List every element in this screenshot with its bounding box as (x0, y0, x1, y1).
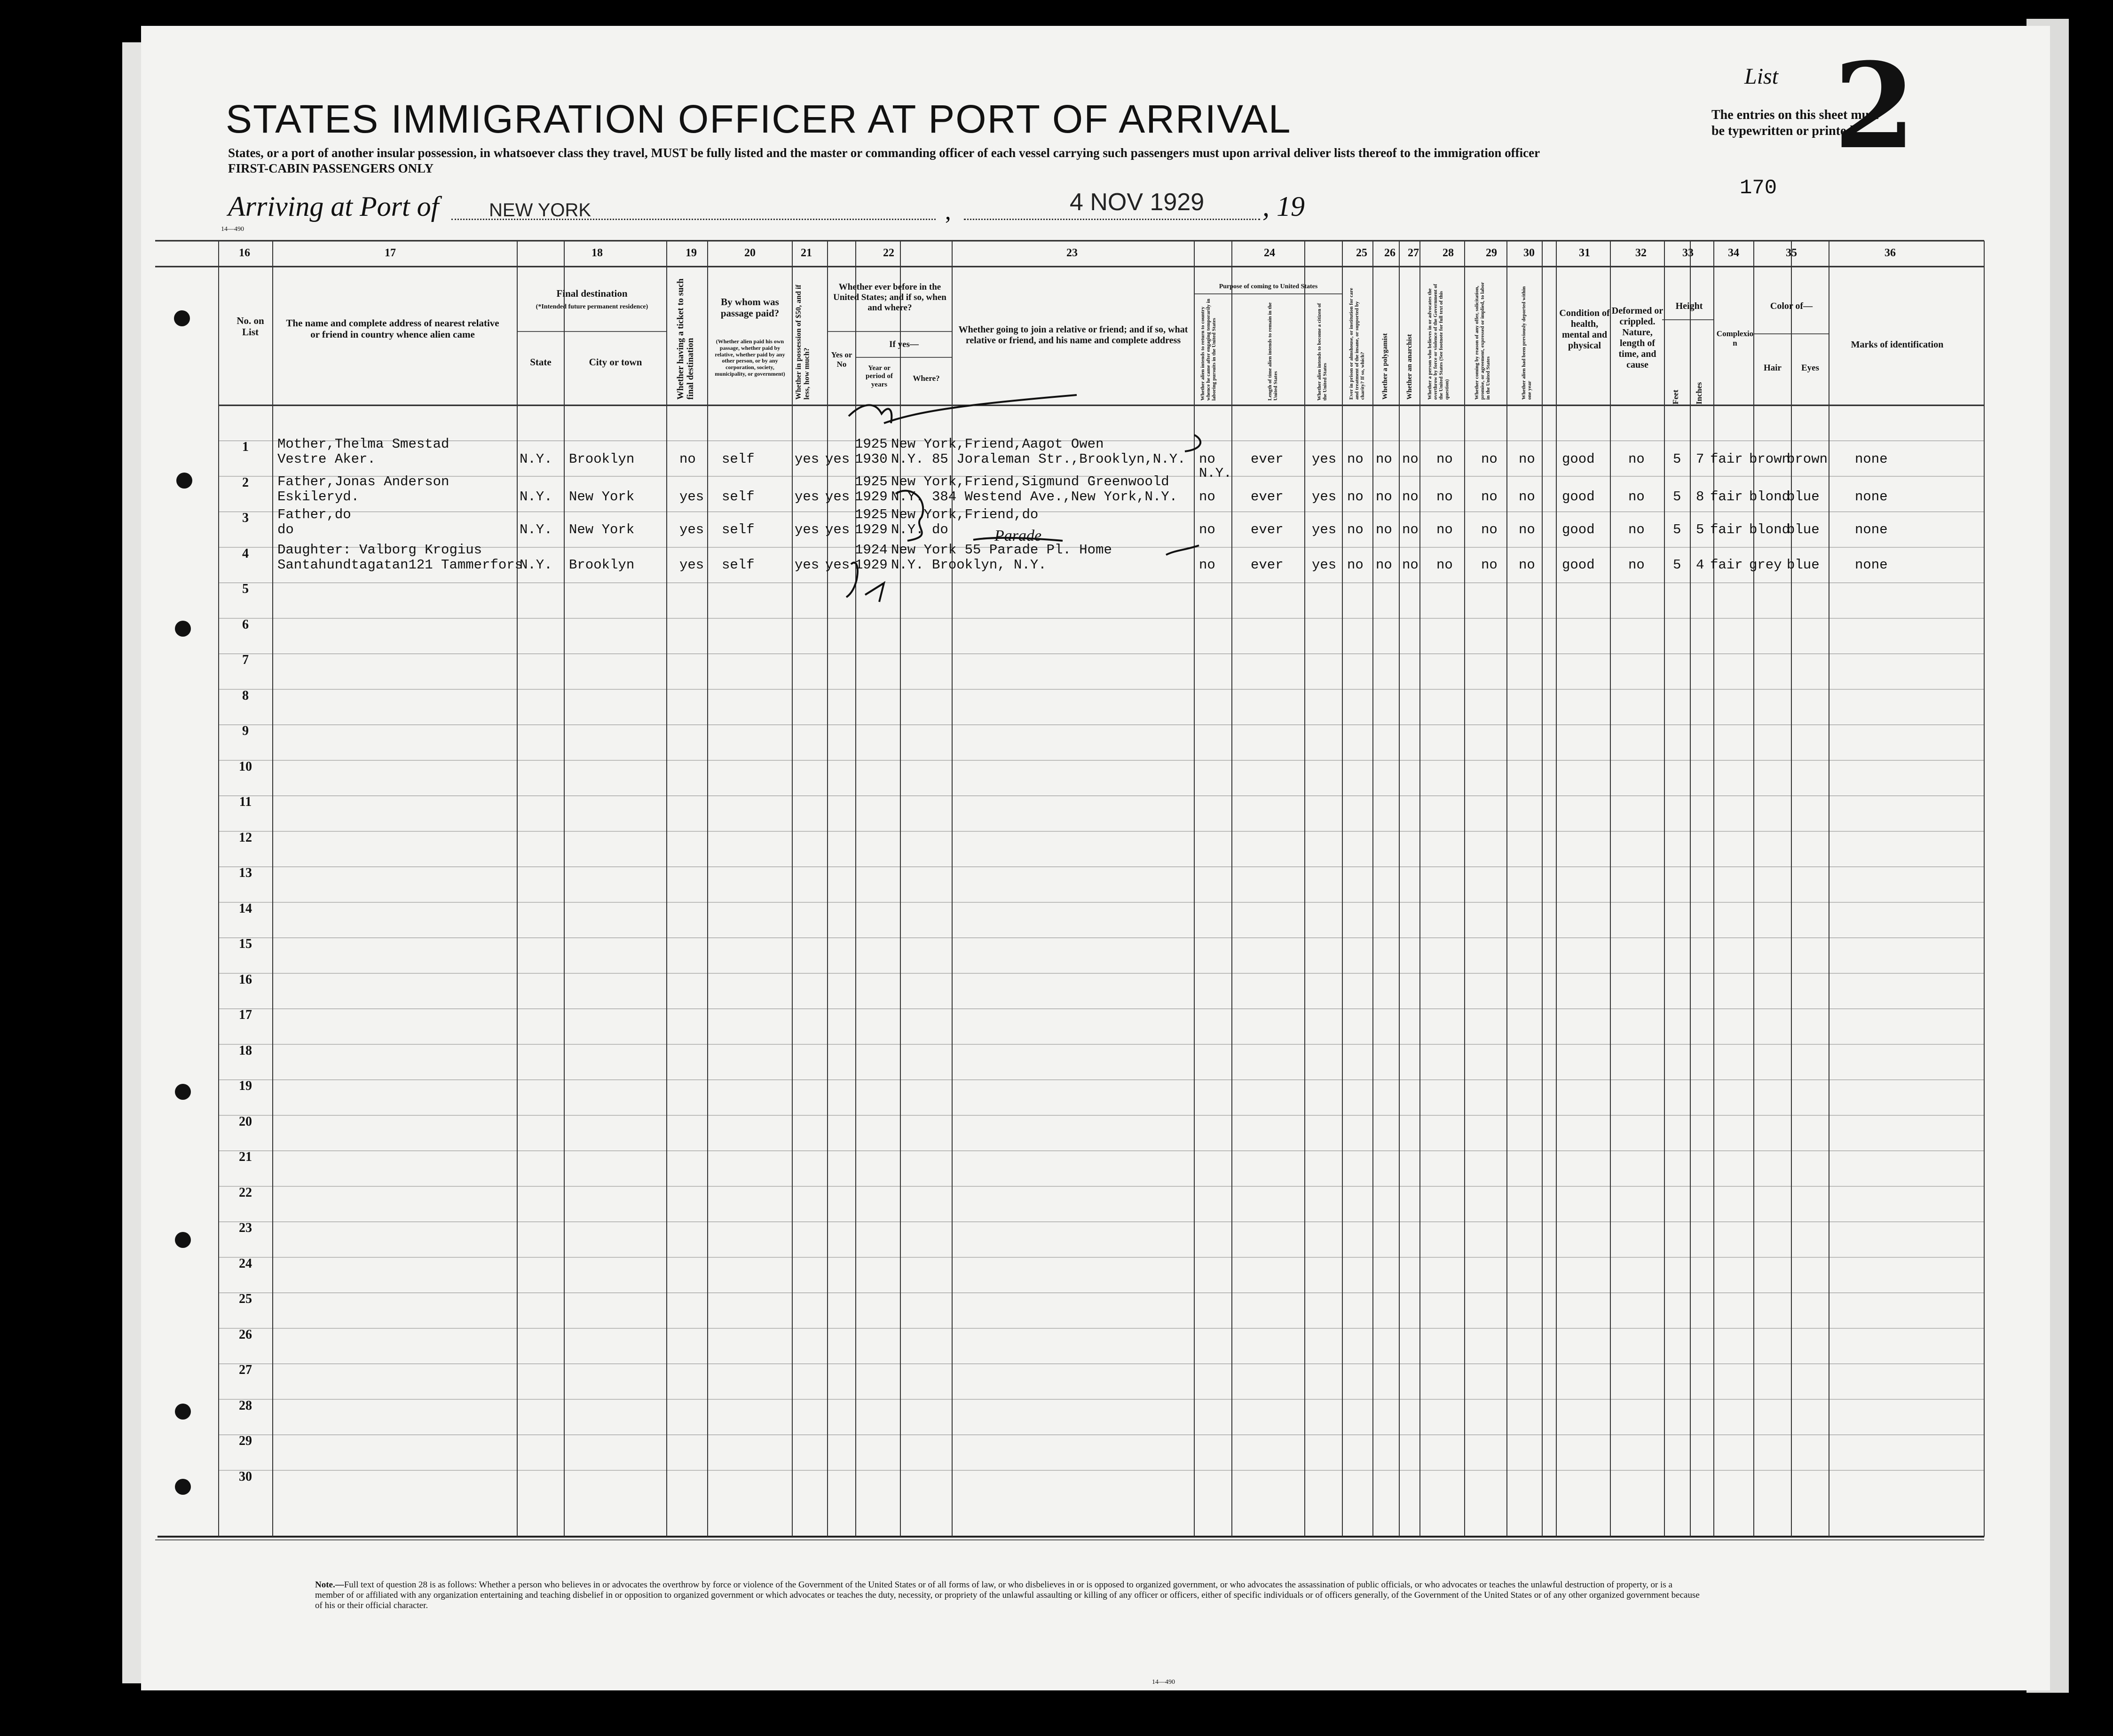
sheet-number: 170 (1740, 176, 1777, 200)
header-year-period: Year or period of years (866, 364, 893, 388)
entry-eyes: blue (1787, 557, 1820, 573)
column-number: 16 (239, 247, 250, 259)
entry-c29: no (1481, 522, 1498, 537)
column-number: 35 (1786, 247, 1797, 259)
handwritten-scribble (846, 562, 858, 597)
entry-marks: none (1855, 489, 1888, 505)
entry-inches: 4 (1696, 557, 1704, 573)
entry-hair: blond (1749, 489, 1790, 505)
entry-join-l2: N.Y. 85 Joraleman Str.,Brooklyn,N.Y. (891, 451, 1186, 467)
entry-relative-l1: Mother,Thelma Smestad (277, 436, 449, 452)
entry-c26: no (1376, 557, 1392, 573)
entry-c28: no (1436, 522, 1453, 537)
handwritten-curve (1185, 435, 1200, 451)
row-number: 29 (239, 1434, 252, 1448)
entry-relative-l2: Vestre Aker. (277, 451, 376, 467)
entry-complexion: fair (1710, 489, 1743, 505)
row-number: 14 (239, 901, 252, 916)
entry-years-l1: 1925 (855, 507, 888, 522)
entry-c25: no (1347, 522, 1364, 537)
entry-relative-l2: do (277, 522, 294, 537)
entry-c29: no (1481, 451, 1498, 467)
entry-c29: no (1481, 489, 1498, 505)
entry-p24c: yes (1312, 522, 1337, 537)
entry-eyes: brown (1787, 451, 1828, 467)
entry-deformed: no (1628, 451, 1645, 467)
entry-health: good (1562, 489, 1595, 505)
entry-city: New York (569, 489, 635, 505)
header-color-of: Color of— (1770, 301, 1813, 311)
column-number: 33 (1682, 247, 1694, 259)
entry-years-l2: 1929 (855, 522, 888, 537)
header-final-destination-sub: (*Intended future permanent residence) (536, 303, 648, 310)
entry-ticket: yes (679, 522, 704, 537)
entry-join-l1: New York,Friend,do (891, 507, 1039, 522)
row-number: 21 (239, 1150, 252, 1164)
row-number: 17 (239, 1008, 252, 1022)
entry-years-l2: 1929 (855, 489, 888, 505)
entry-c27: no (1402, 522, 1419, 537)
header-passage-paid-sub: (Whether alien paid his own passage, whether paid by relative, whether paid by any other person, or by any corporation, society, municipality, or government) (715, 338, 785, 377)
row-number: 22 (239, 1185, 252, 1200)
entry-relative-l1: Daughter: Valborg Krogius (277, 542, 482, 558)
entry-p24b: ever (1251, 489, 1284, 505)
entry-c25: no (1347, 489, 1364, 505)
entry-complexion: fair (1710, 522, 1743, 537)
column-number: 19 (686, 247, 697, 259)
handwritten-line (884, 395, 1077, 423)
row-number: 19 (239, 1079, 252, 1093)
entry-has-50: yes (795, 557, 820, 573)
entry-state: N.Y. (520, 451, 552, 467)
entry-p24c: yes (1312, 451, 1337, 467)
entry-before-yesno: yes (825, 522, 850, 537)
entry-has-50: yes (795, 489, 820, 505)
entry-c30: no (1519, 522, 1535, 537)
header-passage-paid: By whom was passage paid? (720, 296, 780, 319)
form-code-top: 14—490 (221, 226, 244, 233)
entry-years-l2: 1929 (855, 557, 888, 573)
entry-c29: no (1481, 557, 1498, 573)
entry-c28: no (1436, 451, 1453, 467)
column-number: 18 (591, 247, 603, 259)
row-number: 11 (239, 795, 252, 809)
row-number: 3 (242, 511, 249, 525)
handwritten-line (1166, 545, 1199, 555)
column-number: 21 (801, 247, 812, 259)
row-number: 9 (242, 724, 249, 738)
header-complexion: Complexion (1716, 329, 1754, 347)
row-number: 18 (239, 1043, 252, 1058)
header-final-destination: Final destination (556, 288, 628, 299)
entry-p24a: no (1199, 489, 1215, 505)
header-purpose-return: Whether alien intends to return to country whence he came after engaging temporarily in laboring pursuits in the United States (1200, 299, 1217, 401)
entry-health: good (1562, 557, 1595, 573)
row-number: 4 (242, 546, 249, 561)
entry-inches: 7 (1696, 451, 1704, 467)
footnote-label: Note.— (315, 1580, 344, 1590)
entry-paid-by: self (722, 489, 755, 505)
header-eyes: Eyes (1801, 363, 1819, 373)
entry-deformed: no (1628, 489, 1645, 505)
instructions-line-2: FIRST-CABIN PASSENGERS ONLY (228, 161, 434, 175)
header-ticket: Whether having a ticket to such final destination (676, 278, 695, 400)
entry-before-yesno: yes (825, 451, 850, 467)
header-marks: Marks of identification (1851, 339, 1944, 350)
row-number: 8 (242, 688, 249, 703)
row-number: 28 (239, 1398, 252, 1413)
row-number: 6 (242, 617, 249, 632)
handwritten-mark (849, 405, 891, 423)
header-yes-or-no: Yes or No (831, 350, 852, 369)
entry-c30: no (1519, 451, 1535, 467)
entry-join-l2: N.Y. 384 Westend Ave.,New York,N.Y. (891, 489, 1178, 505)
entry-paid-by: self (722, 451, 755, 467)
header-state: State (530, 356, 552, 368)
entry-hair: blond (1749, 522, 1790, 537)
handwritten-parade: Parade (994, 527, 1042, 544)
footnote (315, 1580, 1702, 1611)
entry-relative-l2: Eskileryd. (277, 489, 360, 505)
header-city: City or town (589, 356, 642, 368)
column-number: 36 (1884, 247, 1896, 259)
entry-c27: no (1402, 557, 1419, 573)
header-polygamist: Whether a polygamist (1381, 333, 1389, 400)
entry-c30: no (1519, 489, 1535, 505)
entry-feet: 5 (1673, 557, 1681, 573)
column-number: 31 (1579, 247, 1590, 259)
row-number: 16 (239, 972, 252, 987)
row-number: 23 (239, 1221, 252, 1235)
entry-join-l2: N.Y. do (891, 522, 948, 537)
entry-p24a: no (1199, 557, 1215, 573)
handwritten-scribble (896, 491, 923, 541)
column-number: 25 (1356, 247, 1367, 259)
header-fifty-dollars: Whether in possession of $50, and if less, how much? (795, 284, 811, 400)
entry-city: Brooklyn (569, 557, 635, 573)
column-number: 26 (1384, 247, 1396, 259)
entry-c26: no (1376, 451, 1392, 467)
entries-note-line-1: The entries on this sheet must (1711, 108, 1879, 122)
row-number: 12 (239, 830, 252, 845)
header-where: Where? (913, 374, 940, 383)
row-number: 10 (239, 759, 252, 774)
header-join-relative: Whether going to join a relative or friend; and if so, what relative or friend, and his name and complete address (958, 324, 1188, 346)
row-number: 30 (239, 1469, 252, 1484)
entry-p24a: no (1199, 451, 1215, 467)
entry-c25: no (1347, 451, 1364, 467)
row-number: 13 (239, 866, 252, 880)
entry-join-l1: New York 55 Parade Pl. Home (891, 542, 1112, 558)
entry-ticket: yes (679, 489, 704, 505)
entry-complexion: fair (1710, 557, 1743, 573)
entry-marks: none (1855, 522, 1888, 537)
header-hair: Hair (1764, 363, 1782, 373)
year-prefix: , 19 (1262, 191, 1305, 222)
entry-join-l1: New York,Friend,Aagot Owen (891, 436, 1104, 452)
entry-c27: no (1402, 451, 1419, 467)
header-overthrow: Whether a person who believes in or advocates the overthrow by force or violence of the Government of the United States (See footnote for full text of this question) (1427, 284, 1450, 400)
handwritten-scribble (865, 583, 884, 602)
entry-c26: no (1376, 489, 1392, 505)
entry-eyes: blue (1787, 489, 1820, 505)
entry-ticket: no (679, 451, 696, 467)
header-purpose: Purpose of coming to United States (1219, 283, 1318, 290)
header-health: Condition of health, mental and physical (1559, 308, 1610, 351)
entry-state: N.Y. (520, 489, 552, 505)
entry-c28: no (1436, 489, 1453, 505)
header-feet: Feet (1671, 389, 1680, 404)
entry-inches: 8 (1696, 489, 1704, 505)
row-number: 1 (242, 440, 249, 454)
row-number: 15 (239, 937, 252, 951)
entry-inches: 5 (1696, 522, 1704, 537)
entry-c27: no (1402, 489, 1419, 505)
entry-p24b: ever (1251, 557, 1284, 573)
list-number: 2 (1834, 37, 1916, 175)
header-deformed: Deformed or crippled. Nature, length of time, and cause (1611, 306, 1664, 370)
entry-relative-l1: Father,do (277, 507, 351, 522)
header-anarchist: Whether an anarchist (1406, 334, 1413, 400)
column-number: 27 (1408, 247, 1419, 259)
column-number: 22 (883, 247, 894, 259)
row-number: 2 (242, 475, 249, 490)
header-labor-offer: Whether coming by reason of any offer, solicitation, promise, or agreement, expressed or implied, to labor in the United States (1474, 282, 1491, 400)
row-number: 25 (239, 1292, 252, 1306)
entry-years-l1: 1925 (855, 436, 888, 452)
entry-complexion: fair (1710, 451, 1743, 467)
entry-before-yesno: yes (825, 489, 850, 505)
entry-join-l2: N.Y. Brooklyn, N.Y. (891, 557, 1047, 573)
column-number: 32 (1635, 247, 1647, 259)
entry-has-50: yes (795, 522, 820, 537)
form-code-bottom: 14—490 (1152, 1679, 1175, 1686)
row-number: 27 (239, 1363, 252, 1377)
entry-relative-l1: Father,Jonas Anderson (277, 474, 449, 489)
row-number: 7 (242, 653, 249, 667)
entry-p24c: yes (1312, 489, 1337, 505)
arriving-label: Arriving at Port of (228, 191, 439, 222)
header-ever-before-in-us: Whether ever before in the United States; and if so, when and where? (833, 282, 946, 313)
entry-c26: no (1376, 522, 1392, 537)
entry-years-l1: 1925 (855, 474, 888, 489)
header-if-yes: If yes— (889, 339, 919, 349)
entry-p24c: yes (1312, 557, 1337, 573)
header-height: Height (1675, 301, 1703, 311)
footnote-text: Full text of question 28 is as follows: Whether a person who believes in or advocates the overthrow by force or violence of the Government of the United States or of all forms of law, or who disbelieves in or is opposed to organized government, or who advocates the assassination of public officials, or who advocates or teaches the unlawful destruction of property, or is a member of or affiliated with any organization entertaining and teaching disbelief in or opposition to organized government or which advocates or teaches the duty, necessity, or propriety of the unlawful assaulting or killing of any officer or officers, either of specific individuals or of officers generally, of the Government of the United States or of any other organized government because of his or their official character. (315, 1580, 1700, 1610)
entry-before-yesno: yes (825, 557, 850, 573)
entry-paid-by: self (722, 522, 755, 537)
entry-health: good (1562, 451, 1595, 467)
entry-city: New York (569, 522, 635, 537)
entry-state: N.Y. (520, 522, 552, 537)
port-value: NEW YORK (489, 200, 591, 221)
entry-join-l1: New York,Friend,Sigmund Greenwoold (891, 474, 1169, 489)
entry-years-l1: 1924 (855, 542, 888, 558)
row-number: 24 (239, 1256, 252, 1271)
entry-health: good (1562, 522, 1595, 537)
page-title: STATES IMMIGRATION OFFICER AT PORT OF ARRIVAL (226, 97, 1292, 141)
entry-has-50: yes (795, 451, 820, 467)
entry-p24b: ever (1251, 522, 1284, 537)
header-no-on-list: No. on List (237, 315, 264, 338)
header-inches: Inches (1695, 382, 1703, 404)
comma-separator: , (945, 198, 951, 224)
entry-relative-l2: Santahundtagatan121 Tammerfors (277, 557, 523, 573)
entry-deformed: no (1628, 522, 1645, 537)
entry-c25: no (1347, 557, 1364, 573)
entry-deformed: no (1628, 557, 1645, 573)
instructions-line-1: States, or a port of another insular possession, in whatsoever class they travel, MUST be fully listed and the master or commanding officer of each vessel carrying such passengers must upon arrival deliver lists thereof to the immigration officer (228, 146, 1540, 160)
column-number: 28 (1443, 247, 1454, 259)
column-number: 23 (1066, 247, 1078, 259)
arrival-date: 4 NOV 1929 (1070, 189, 1205, 216)
row-number: 5 (242, 582, 249, 596)
entry-eyes: blue (1787, 522, 1820, 537)
row-number: 26 (239, 1327, 252, 1342)
entry-state: N.Y. (520, 557, 552, 573)
entry-p24b: ever (1251, 451, 1284, 467)
entry-c28: no (1436, 557, 1453, 573)
entries-note-line-2: be typewritten or printed. (1711, 124, 1857, 138)
entry-c30: no (1519, 557, 1535, 573)
entry-marks: none (1855, 557, 1888, 573)
column-number: 20 (744, 247, 756, 259)
column-number: 29 (1486, 247, 1497, 259)
column-number: 34 (1728, 247, 1739, 259)
header-purpose-length: Length of time alien intends to remain in the United States (1267, 302, 1279, 401)
list-label: List (1744, 64, 1779, 89)
header-relative-address: The name and complete address of nearest relative or friend in country whence alien came (286, 317, 499, 340)
entry-feet: 5 (1673, 451, 1681, 467)
header-purpose-citizen: Whether alien intends to become a citizen of the United States (1317, 303, 1328, 401)
header-prison: Ever in prison or almshouse, or institution for care and treatment of the insane, or supported by charity? If so, which? (1348, 288, 1366, 400)
entry-years-l2: 1930 (855, 451, 888, 467)
header-deported: Whether alien had been previously deported within one year (1521, 286, 1533, 400)
entry-paid-by: self (722, 557, 755, 573)
entry-hair: brown (1749, 451, 1790, 467)
row-number: 20 (239, 1114, 252, 1129)
entry-marks: none (1855, 451, 1888, 467)
entry-p24a-2: N.Y. (1199, 466, 1232, 481)
column-number: 24 (1264, 247, 1275, 259)
column-number: 17 (385, 247, 396, 259)
entry-p24a: no (1199, 522, 1215, 537)
entry-city: Brooklyn (569, 451, 635, 467)
entry-feet: 5 (1673, 489, 1681, 505)
entry-ticket: yes (679, 557, 704, 573)
entry-feet: 5 (1673, 522, 1681, 537)
entry-hair: grey (1749, 557, 1782, 573)
column-number: 30 (1523, 247, 1535, 259)
